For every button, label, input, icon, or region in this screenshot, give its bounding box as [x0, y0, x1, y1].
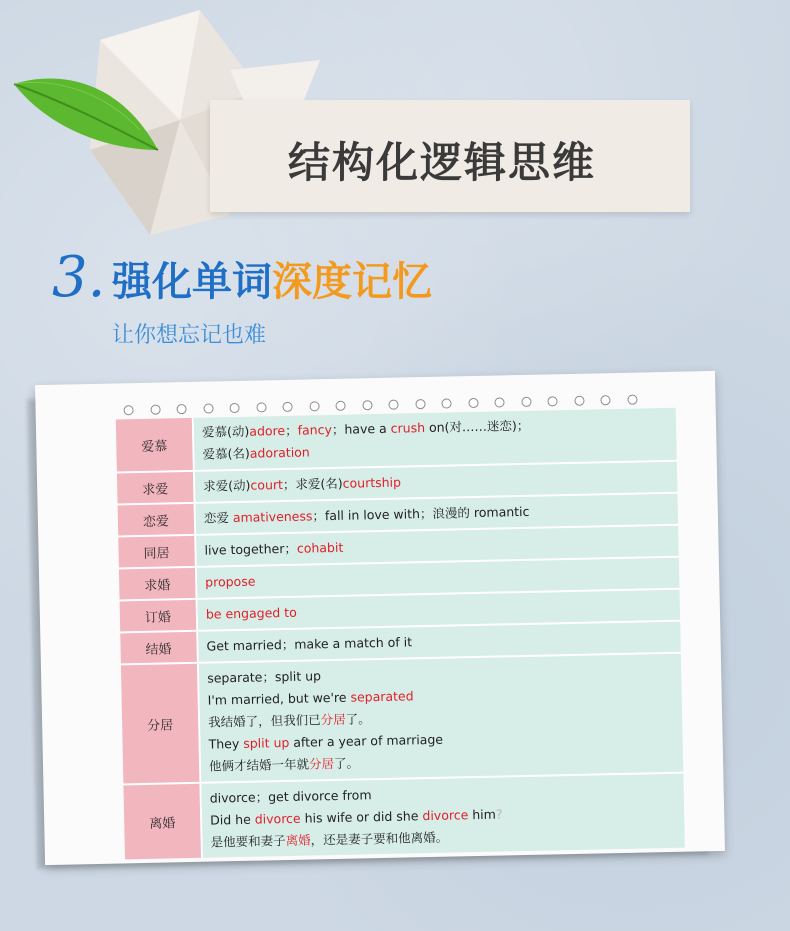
content-line — [203, 466, 669, 498]
binder-hole-icon — [574, 396, 584, 406]
text-segment: separate；split up — [207, 668, 322, 686]
row-label: 订婚 — [120, 600, 199, 632]
text-segment: 他俩才结婚一年就 — [208, 756, 310, 774]
highlight-term: separated — [350, 688, 414, 705]
section-subtitle: 让你想忘记也难 — [112, 323, 267, 348]
text-segment: Did he — [210, 811, 255, 828]
highlight-term: crush — [390, 420, 426, 436]
binder-hole-icon — [415, 399, 425, 409]
highlight-term: adoration — [249, 444, 310, 461]
binder-hole-icon — [627, 395, 637, 405]
row-label: 分居 — [121, 664, 201, 784]
highlight-term: be engaged to — [205, 604, 297, 622]
highlight-term: court — [250, 477, 284, 493]
binder-hole-icon — [309, 401, 319, 411]
binder-hole-icon — [229, 403, 239, 413]
row-content — [199, 654, 683, 782]
binder-hole-icon — [335, 401, 345, 411]
table-row — [123, 774, 684, 860]
text-segment: ；have a — [331, 420, 391, 437]
highlight-term: 离婚 — [285, 832, 311, 849]
binder-hole-icon — [441, 398, 451, 408]
row-label: 恋爱 — [118, 504, 197, 536]
binder-hole-icon — [150, 405, 160, 415]
highlight-term: propose — [205, 573, 256, 590]
highlight-term: divorce — [422, 807, 469, 824]
highlight-term: fancy — [297, 421, 333, 438]
section-number: 3. — [52, 245, 106, 310]
highlight-term: cohabit — [296, 539, 344, 556]
binder-hole-icon — [362, 400, 372, 410]
row-content — [194, 408, 677, 470]
text-segment: 爱慕(动) — [201, 423, 250, 440]
text-segment: on(对……迷恋)； — [424, 417, 530, 436]
notebook-card — [35, 371, 725, 865]
text-segment: 恋爱 — [203, 510, 234, 526]
text-segment: They — [208, 735, 244, 752]
banner-title: 结构化逻辑思维 — [288, 138, 597, 187]
binder-hole-icon — [600, 395, 610, 405]
text-segment: ；fall in love with；浪漫的 romantic — [312, 503, 530, 524]
text-segment: 了。 — [333, 755, 360, 771]
row-content — [201, 774, 684, 858]
table-row — [121, 654, 683, 786]
content-line — [204, 498, 670, 530]
content-line — [204, 530, 670, 562]
text-segment: after a year of marriage — [289, 731, 444, 750]
text-segment: ? — [495, 806, 503, 822]
vocab-table — [116, 408, 685, 860]
binder-hole-icon — [388, 400, 398, 410]
row-label: 求爱 — [117, 472, 196, 504]
text-segment: ； — [284, 422, 298, 438]
highlight-term: amativeness — [232, 508, 313, 526]
content-line — [206, 594, 672, 626]
text-segment: ，还是妻子要和他离婚。 — [310, 829, 449, 848]
text-segment: him — [468, 806, 497, 823]
binder-hole-icon — [123, 405, 133, 415]
text-segment: ；求爱(名) — [282, 475, 343, 493]
text-segment: Get married；make a match of it — [206, 634, 413, 654]
section-title-part1: 强化单词 — [112, 259, 272, 305]
section-title — [112, 259, 432, 305]
binder-hole-icon — [176, 404, 186, 414]
row-label: 同居 — [118, 536, 197, 568]
text-segment: his wife or did she — [300, 808, 423, 826]
binder-hole-icon — [521, 397, 531, 407]
highlight-term: split up — [243, 734, 290, 751]
row-label: 爱慕 — [116, 418, 195, 472]
content-line — [206, 626, 672, 658]
text-segment: 爱慕(名) — [202, 445, 250, 462]
text-segment: 我结婚了，但我们已 — [207, 712, 321, 730]
text-segment: live together； — [204, 540, 298, 558]
binder-hole-icon — [282, 402, 292, 412]
highlight-term: divorce — [254, 810, 301, 827]
binder-hole-icon — [494, 397, 504, 407]
row-label: 结婚 — [120, 632, 199, 664]
binder-hole-icon — [468, 398, 478, 408]
text-segment: divorce；get divorce from — [209, 787, 372, 806]
text-segment: 求爱(动) — [203, 477, 251, 494]
highlight-term: courtship — [342, 474, 402, 491]
row-label: 离婚 — [123, 784, 203, 860]
binder-hole-icon — [547, 396, 557, 406]
highlight-term: 分居 — [308, 755, 335, 772]
highlight-term: 分居 — [320, 711, 346, 728]
highlight-term: adore — [249, 422, 286, 439]
section-title-part2: 深度记忆 — [272, 259, 432, 305]
text-segment: 是他要和妻子 — [210, 833, 286, 850]
binder-hole-icon — [203, 403, 213, 413]
binder-hole-icon — [256, 402, 266, 412]
row-label: 求婚 — [119, 568, 198, 600]
content-line — [205, 562, 671, 594]
text-segment: 了。 — [345, 711, 371, 727]
text-segment: I'm married, but we're — [207, 689, 351, 708]
